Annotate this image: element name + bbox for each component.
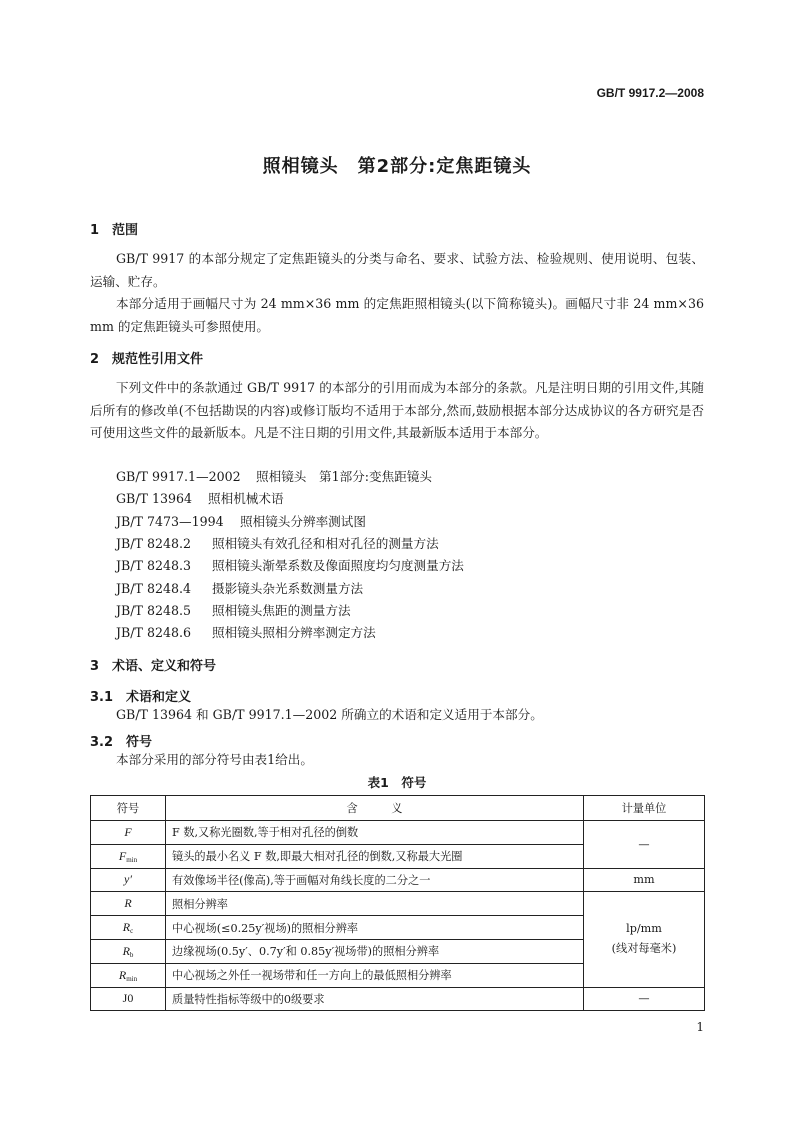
- reference-title: 照相机械术语: [208, 491, 284, 507]
- section-2-paragraph: 下列文件中的条款通过 GB/T 9917 的本部分的引用而成为本部分的条款。凡是注明日期的引用文件,其随后所有的修改单(不包括勘误的内容)或修订版均不适用于本部分,然而,鼓励根据本部分达成协议的各方研究是否可使用这些文件的最新版本。凡是不注日期的引用文件,其最新版本适用于本部分。: [90, 380, 704, 440]
- section-1-paragraph-2: 本部分适用于画幅尺寸为 24 mm×36 mm 的定焦距照相镜头(以下简称镜头)。画幅尺寸非 24 mm×36 mm 的定焦距镜头可参照使用。: [90, 296, 704, 334]
- document-title: 照相镜头 第2部分:定焦距镜头: [262, 156, 532, 177]
- unit-line: lp/mm: [626, 922, 662, 936]
- reference-item: [116, 600, 351, 622]
- unit-cell: [584, 892, 705, 987]
- section-3-1-text: GB/T 13964 和 GB/T 9917.1—2002 所确立的术语和定义适用于本部分。: [116, 707, 543, 722]
- table-row: [91, 892, 705, 916]
- meaning-cell: 质量特性指标等级中的0级要求: [166, 987, 584, 1011]
- reference-item: [116, 466, 432, 488]
- table-caption: 表1 符号: [367, 775, 427, 790]
- reference-title: 照相镜头焦距的测量方法: [212, 602, 351, 618]
- symbol-cell: R: [91, 892, 166, 916]
- header-symbol: 符号: [91, 796, 166, 821]
- symbol-cell: J0: [91, 987, 166, 1011]
- reference-item: [116, 511, 366, 533]
- reference-title: 照相镜头 第1部分:变焦距镜头: [256, 469, 432, 484]
- header-unit: 计量单位: [584, 796, 705, 821]
- symbol-cell: $R_b$: [91, 939, 166, 963]
- reference-title: 摄影镜头杂光系数测量方法: [212, 580, 364, 596]
- meaning-cell: 边缘视场(0.5y′、0.7y′和 0.85y′视场带)的照相分辨率: [166, 939, 584, 963]
- reference-code: JB/T 8248.6: [116, 625, 192, 641]
- reference-item: [116, 622, 376, 644]
- symbol-cell: y′: [91, 868, 166, 892]
- meaning-cell: 有效像场半径(像高),等于画幅对角线长度的二分之一: [166, 868, 584, 892]
- symbol-cell: $R_c$: [91, 916, 166, 940]
- table-row: [91, 821, 705, 845]
- reference-code: JB/T 7473—1994: [116, 513, 224, 529]
- section-3-1-heading: 3.1 术语和定义: [90, 690, 192, 705]
- section-1-heading: 1 范围: [90, 223, 139, 238]
- page-number: 1: [696, 1020, 704, 1034]
- meaning-cell: 中心视场(≤0.25y′视场)的照相分辨率: [166, 916, 584, 940]
- reference-code: JB/T 8248.2: [116, 535, 192, 551]
- reference-title: 照相镜头照相分辨率测定方法: [212, 625, 376, 641]
- meaning-cell: 镜头的最小名义 F 数,即最大相对孔径的倒数,又称最大光圈: [166, 844, 584, 868]
- reference-title: 照相镜头分辨率测试图: [240, 513, 366, 529]
- symbol-cell: $F_{min}$: [91, 844, 166, 868]
- table-header-row: [91, 796, 705, 821]
- standard-number: GB/T 9917.2—2008: [596, 86, 704, 100]
- reference-code: JB/T 8248.5: [116, 602, 192, 618]
- reference-item: [116, 555, 464, 577]
- reference-code: GB/T 13964: [116, 491, 193, 507]
- section-1-paragraph-1: GB/T 9917 的本部分规定了定焦距镜头的分类与命名、要求、试验方法、检验规则、使用说明、包装、运输、贮存。: [90, 251, 704, 289]
- unit-line: (线对每毫米): [611, 942, 677, 956]
- reference-code: JB/T 8248.3: [116, 558, 192, 574]
- section-3-2-heading: 3.2 符号: [90, 735, 153, 750]
- unit-cell: —: [584, 821, 705, 869]
- symbol-cell: $R_{min}$: [91, 963, 166, 987]
- reference-title: 照相镜头有效孔径和相对孔径的测量方法: [212, 535, 439, 551]
- unit-cell: mm: [584, 868, 705, 892]
- reference-item: [116, 533, 439, 555]
- reference-code: GB/T 9917.1—2002: [116, 469, 241, 484]
- section-2-heading: 2 规范性引用文件: [90, 352, 204, 367]
- meaning-cell: F 数,又称光圈数,等于相对孔径的倒数: [166, 821, 584, 845]
- reference-item: [116, 578, 363, 600]
- meaning-cell: 照相分辨率: [166, 892, 584, 916]
- meaning-cell: 中心视场之外任一视场带和任一方向上的最低照相分辨率: [166, 963, 584, 987]
- reference-code: JB/T 8248.4: [116, 580, 192, 596]
- reference-item: [116, 488, 284, 510]
- table-row: [91, 868, 705, 892]
- section-3-2-text: 本部分采用的部分符号由表1给出。: [116, 752, 313, 767]
- header-meaning: 含 义: [166, 796, 584, 821]
- reference-title: 照相镜头渐晕系数及像面照度均匀度测量方法: [212, 558, 464, 574]
- unit-cell: —: [584, 987, 705, 1011]
- table-row: [91, 987, 705, 1011]
- symbol-cell: F: [91, 821, 166, 845]
- section-3-heading: 3 术语、定义和符号: [90, 659, 217, 674]
- symbols-table: [90, 795, 705, 1011]
